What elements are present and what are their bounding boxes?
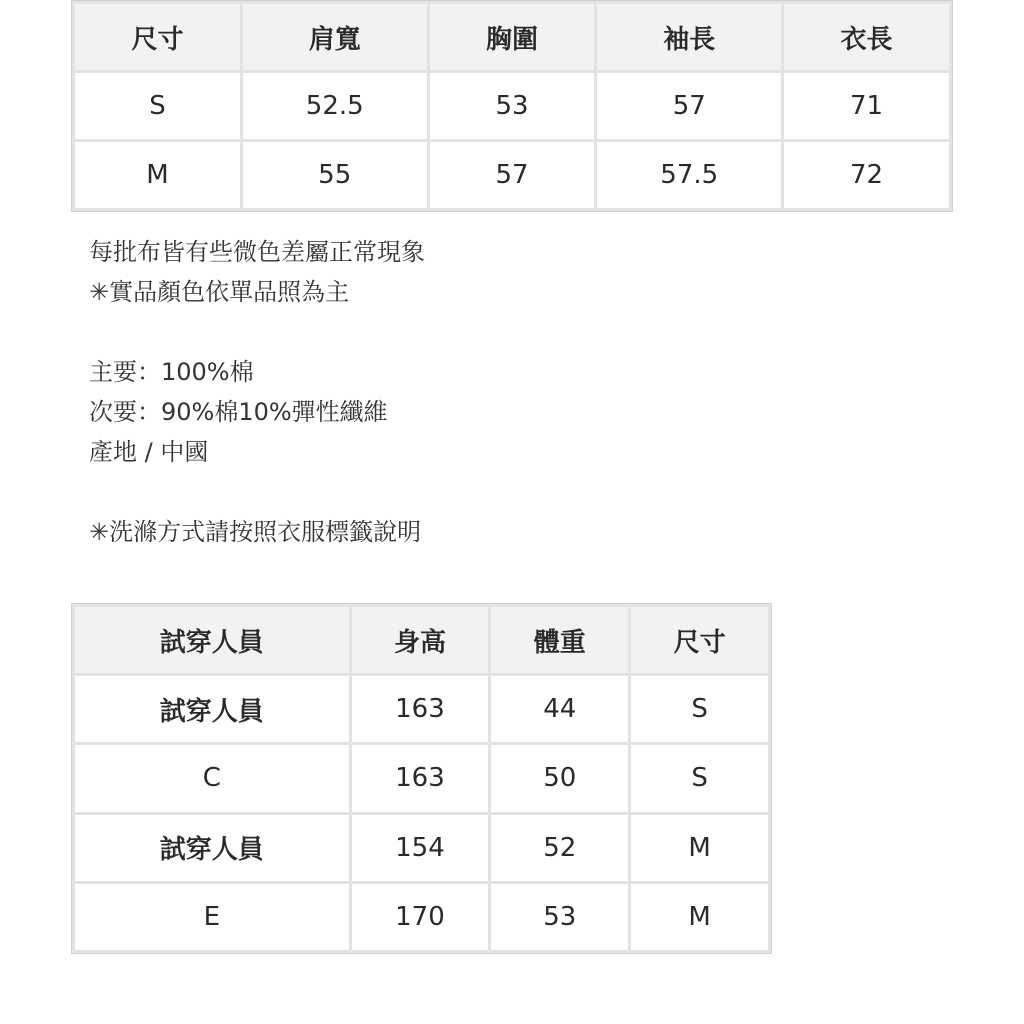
shoulder-cell: 55 bbox=[243, 142, 427, 208]
washing-note: ✳洗滌方式請按照衣服標籤說明 bbox=[89, 518, 422, 546]
secondary-material-note: 次要：90%棉10%彈性纖維 bbox=[89, 398, 388, 426]
chest-cell: 53 bbox=[430, 73, 595, 139]
size-cell: M bbox=[631, 884, 768, 950]
length-cell: 72 bbox=[784, 142, 949, 208]
size-cell: S bbox=[631, 745, 768, 811]
table-row bbox=[75, 815, 768, 881]
shoulder-cell: 52.5 bbox=[243, 73, 427, 139]
header-shoulder-width: 肩寬 bbox=[243, 4, 427, 70]
header-chest: 胸圍 bbox=[430, 4, 595, 70]
model-name-cell: E bbox=[75, 884, 349, 950]
spacer bbox=[89, 472, 425, 512]
size-chart-header-row bbox=[75, 4, 949, 70]
table-row bbox=[75, 745, 768, 811]
table-row bbox=[75, 884, 768, 950]
spacer bbox=[89, 312, 425, 352]
size-cell: M bbox=[75, 142, 240, 208]
weight-cell: 44 bbox=[491, 676, 628, 742]
length-cell: 71 bbox=[784, 73, 949, 139]
size-cell: S bbox=[631, 676, 768, 742]
origin-note: 產地 / 中國 bbox=[89, 438, 209, 466]
header-weight: 體重 bbox=[491, 607, 628, 673]
size-cell: S bbox=[75, 73, 240, 139]
chest-cell: 57 bbox=[430, 142, 595, 208]
weight-cell: 53 bbox=[491, 884, 628, 950]
header-height: 身高 bbox=[352, 607, 489, 673]
fitting-header-row bbox=[75, 607, 768, 673]
height-cell: 163 bbox=[352, 676, 489, 742]
table-row bbox=[75, 73, 949, 139]
model-name-cell: 試穿人員 bbox=[75, 676, 349, 742]
weight-cell: 50 bbox=[491, 745, 628, 811]
header-size: 尺寸 bbox=[75, 4, 240, 70]
header-sleeve-length: 袖長 bbox=[597, 4, 781, 70]
table-row bbox=[75, 676, 768, 742]
model-name-cell: 試穿人員 bbox=[75, 815, 349, 881]
weight-cell: 52 bbox=[491, 815, 628, 881]
height-cell: 154 bbox=[352, 815, 489, 881]
header-size: 尺寸 bbox=[631, 607, 768, 673]
sleeve-cell: 57 bbox=[597, 73, 781, 139]
product-notes bbox=[89, 232, 425, 552]
header-garment-length: 衣長 bbox=[784, 4, 949, 70]
height-cell: 163 bbox=[352, 745, 489, 811]
main-material-note: 主要：100%棉 bbox=[89, 358, 254, 386]
height-cell: 170 bbox=[352, 884, 489, 950]
model-name-cell: C bbox=[75, 745, 349, 811]
color-variance-note: 每批布皆有些微色差屬正常現象 bbox=[89, 238, 425, 266]
size-cell: M bbox=[631, 815, 768, 881]
size-chart-table bbox=[71, 0, 953, 212]
fitting-model-table bbox=[71, 603, 772, 954]
sleeve-cell: 57.5 bbox=[597, 142, 781, 208]
color-reference-note: ✳實品顏色依單品照為主 bbox=[89, 278, 350, 306]
header-model: 試穿人員 bbox=[75, 607, 349, 673]
table-row bbox=[75, 142, 949, 208]
